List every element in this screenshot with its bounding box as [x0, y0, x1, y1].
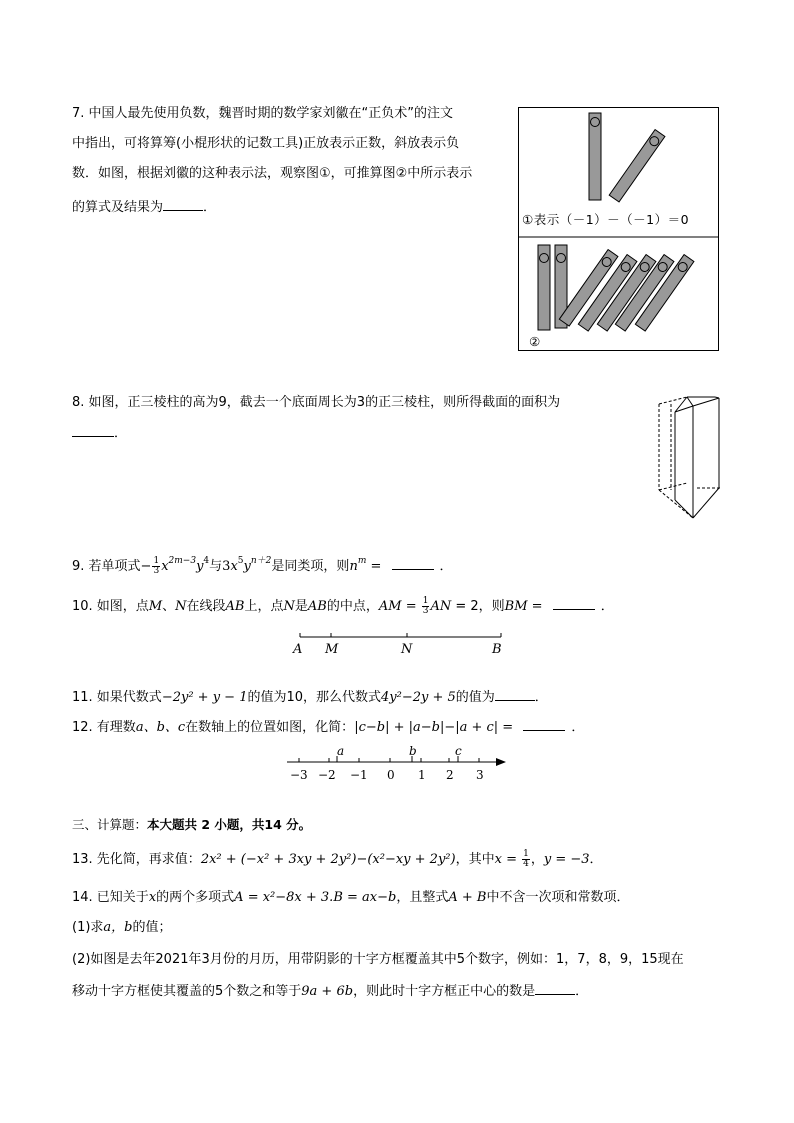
- slanted-rod: [609, 130, 665, 202]
- fig2-label: ②: [529, 334, 541, 349]
- q8-end: ．: [114, 426, 128, 441]
- point-label-a: a: [337, 744, 345, 758]
- segment-an: AN: [430, 599, 452, 614]
- q8-line-2: [72, 424, 127, 444]
- q14-text: 移动十字方框使其覆盖的5个数之和等于: [72, 984, 302, 999]
- answer-blank: [553, 597, 595, 610]
- q10-line: [72, 597, 614, 617]
- q13-text: ，其中: [455, 852, 495, 867]
- q11-text: 的值为: [455, 690, 495, 705]
- triangular-prism-figure: [655, 394, 725, 529]
- point-n: N: [283, 599, 295, 614]
- q14-text: ，则此时十字方框正中心的数是: [353, 984, 536, 999]
- segment-bm: BM: [504, 599, 528, 614]
- label-n: N: [401, 642, 413, 657]
- q13-text: 13. 先化简，再求值：: [72, 852, 201, 867]
- answer-blank: [535, 982, 575, 995]
- q10-text: = 2，则: [451, 599, 505, 614]
- segment-ab: AB: [225, 599, 245, 614]
- q12-text: 12. 有理数: [72, 720, 136, 735]
- y-value: y = −3: [543, 852, 590, 867]
- prism-edge: [659, 490, 693, 518]
- tick-label: −2: [318, 768, 336, 782]
- q11-end: ．: [534, 690, 548, 705]
- label-a: A: [293, 642, 303, 657]
- segment-figure: [290, 628, 510, 658]
- counting-rods-svg: [519, 108, 718, 350]
- variables: a、b、c: [135, 720, 186, 735]
- q14-text: ，且整式: [396, 890, 449, 905]
- q10-end: ．: [600, 599, 614, 614]
- q14-part-2-line-1: (2)如图是去年2021年3月份的月历，用带阴影的十字方框覆盖其中5个数字，例如：1，7，8，9，15现在: [72, 952, 684, 967]
- q7-line-1: 7. 中国人最先使用负数，魏晋时期的数学家刘徽在“正负术”的注文: [72, 106, 454, 121]
- expression: 4y²−2y + 5: [381, 690, 456, 705]
- var-y: y: [243, 559, 251, 574]
- tick-label: −1: [350, 768, 368, 782]
- expression: −2y² + y − 1: [161, 690, 248, 705]
- number-line-figure: [283, 744, 513, 786]
- q14-end: ．: [575, 984, 589, 999]
- q14-text: 14. 已知关于: [72, 890, 149, 905]
- q14-text: 的两个多项式: [156, 890, 235, 905]
- q7-line-4-text: 的算式及结果为: [72, 200, 164, 215]
- section-desc: 本大题共 2 小题，共14 分。: [147, 817, 312, 832]
- coefficient: 3: [222, 559, 231, 574]
- denominator: 4: [523, 859, 529, 869]
- q9-after: 是同类项，则: [271, 559, 350, 574]
- q9-line: [72, 557, 453, 577]
- expression: |c−b| + |a−b|−|a + c| =: [354, 720, 518, 735]
- q10-text: 10. 如图，点: [72, 599, 149, 614]
- var-x: x: [494, 852, 502, 867]
- q10-text: 上，点: [244, 599, 284, 614]
- expression: A + B: [448, 890, 487, 905]
- q10-text: 在线段: [186, 599, 226, 614]
- variables: a，b: [103, 920, 133, 935]
- tick-label: −3: [290, 768, 308, 782]
- q13-end: ．: [589, 852, 603, 867]
- exponent: 2m−3: [168, 556, 197, 566]
- tick-label: 2: [446, 768, 454, 782]
- exponent: 5: [237, 556, 244, 566]
- q14-text: 中不含一次项和常数项．: [486, 890, 630, 905]
- fig1-caption: ①表示（－1）－（－1）＝0: [522, 212, 690, 227]
- q11-text: 11. 如果代数式: [72, 690, 162, 705]
- denominator: 3: [422, 606, 429, 616]
- point-m: M: [148, 599, 163, 614]
- minus-sign: −: [140, 559, 152, 574]
- section-heading: [72, 815, 311, 835]
- q8-line-1: 8. 如图，正三棱柱的高为9，截去一个底面周长为3的正三棱柱，则所得截面的面积为: [72, 395, 561, 410]
- q14-line-1: [72, 888, 629, 908]
- expression: 9a + 6b: [301, 984, 354, 999]
- answer-blank: [163, 198, 203, 211]
- exponent: n＋2: [250, 556, 272, 566]
- label-b: B: [492, 642, 502, 657]
- point-label-c: c: [455, 744, 462, 758]
- var-y: y: [196, 559, 204, 574]
- segment-ab: AB: [307, 599, 327, 614]
- q13-text: ，: [530, 852, 544, 867]
- q7-end: ．: [203, 200, 217, 215]
- q10-text: 是: [294, 599, 308, 614]
- q7-line-3: 数．如图，根据刘徽的这种表示法，观察图①，可推算图②中所示表示: [72, 166, 473, 181]
- expression: A = x²−8x + 3.B = ax−b: [234, 890, 397, 905]
- equals: =: [401, 599, 421, 614]
- q9-prefix: 9. 若单项式: [72, 559, 141, 574]
- answer-blank: [392, 557, 434, 570]
- tick-label: 0: [387, 768, 395, 782]
- q7-line-2: 中指出，可将算筹(小棍形状的记数工具)正放表示正数，斜放表示负: [72, 136, 460, 151]
- var-x: x: [230, 559, 238, 574]
- q11-text: 的值为10，那么代数式: [247, 690, 382, 705]
- tick-label: 1: [418, 768, 426, 782]
- q14-text: 的值；: [132, 920, 172, 935]
- equals: =: [501, 852, 522, 867]
- tick-label: 3: [476, 768, 484, 782]
- answer-blank: [72, 424, 114, 437]
- exponent: 4: [203, 556, 210, 566]
- equals: =: [527, 599, 547, 614]
- fraction-one-third: [422, 597, 430, 616]
- fraction-one-third: [152, 557, 160, 576]
- q10-text: 的中点，: [326, 599, 379, 614]
- section-label: 三、计算题：: [72, 817, 148, 832]
- q12-line: [72, 718, 584, 738]
- point-label-b: b: [409, 744, 417, 758]
- answer-blank: [495, 688, 535, 701]
- segment-am: AM: [378, 599, 402, 614]
- var-n: n: [349, 559, 358, 574]
- q14-part-1: [72, 918, 172, 938]
- answer-blank: [523, 718, 565, 731]
- separator: 、: [162, 599, 176, 614]
- prism-edge: [687, 397, 693, 406]
- q13-line: [72, 850, 603, 870]
- ticks: [299, 756, 479, 762]
- prism-edge: [693, 488, 719, 518]
- numerator: 1: [153, 556, 160, 566]
- q9-end: ．: [439, 559, 453, 574]
- label-m: M: [325, 642, 339, 657]
- expression: 2x² + (−x² + 3xy + 2y²)−(x²−xy + 2y²): [200, 852, 456, 867]
- numerator: 1: [422, 596, 429, 606]
- exponent: m: [357, 556, 367, 566]
- q7-line-4: [72, 198, 216, 218]
- prism-edge: [659, 483, 687, 490]
- q12-text: 在数轴上的位置如图，化简：: [185, 720, 355, 735]
- q12-end: ．: [571, 720, 585, 735]
- numerator: 1: [523, 849, 529, 859]
- q11-line: [72, 688, 548, 708]
- var-x: x: [161, 559, 169, 574]
- prism-edge: [715, 397, 719, 398]
- var-x: x: [148, 890, 157, 905]
- point-n: N: [175, 599, 187, 614]
- equals: =: [366, 559, 386, 574]
- denominator: 3: [153, 566, 160, 576]
- q14-text: (1)求: [72, 920, 104, 935]
- prism-edge: [675, 500, 693, 518]
- fraction-one-quarter: [522, 850, 530, 869]
- q14-part-2-line-2: [72, 982, 588, 1002]
- counting-rods-figure: [518, 107, 719, 351]
- prism-edge: [693, 398, 719, 406]
- q9-mid: 与: [209, 559, 223, 574]
